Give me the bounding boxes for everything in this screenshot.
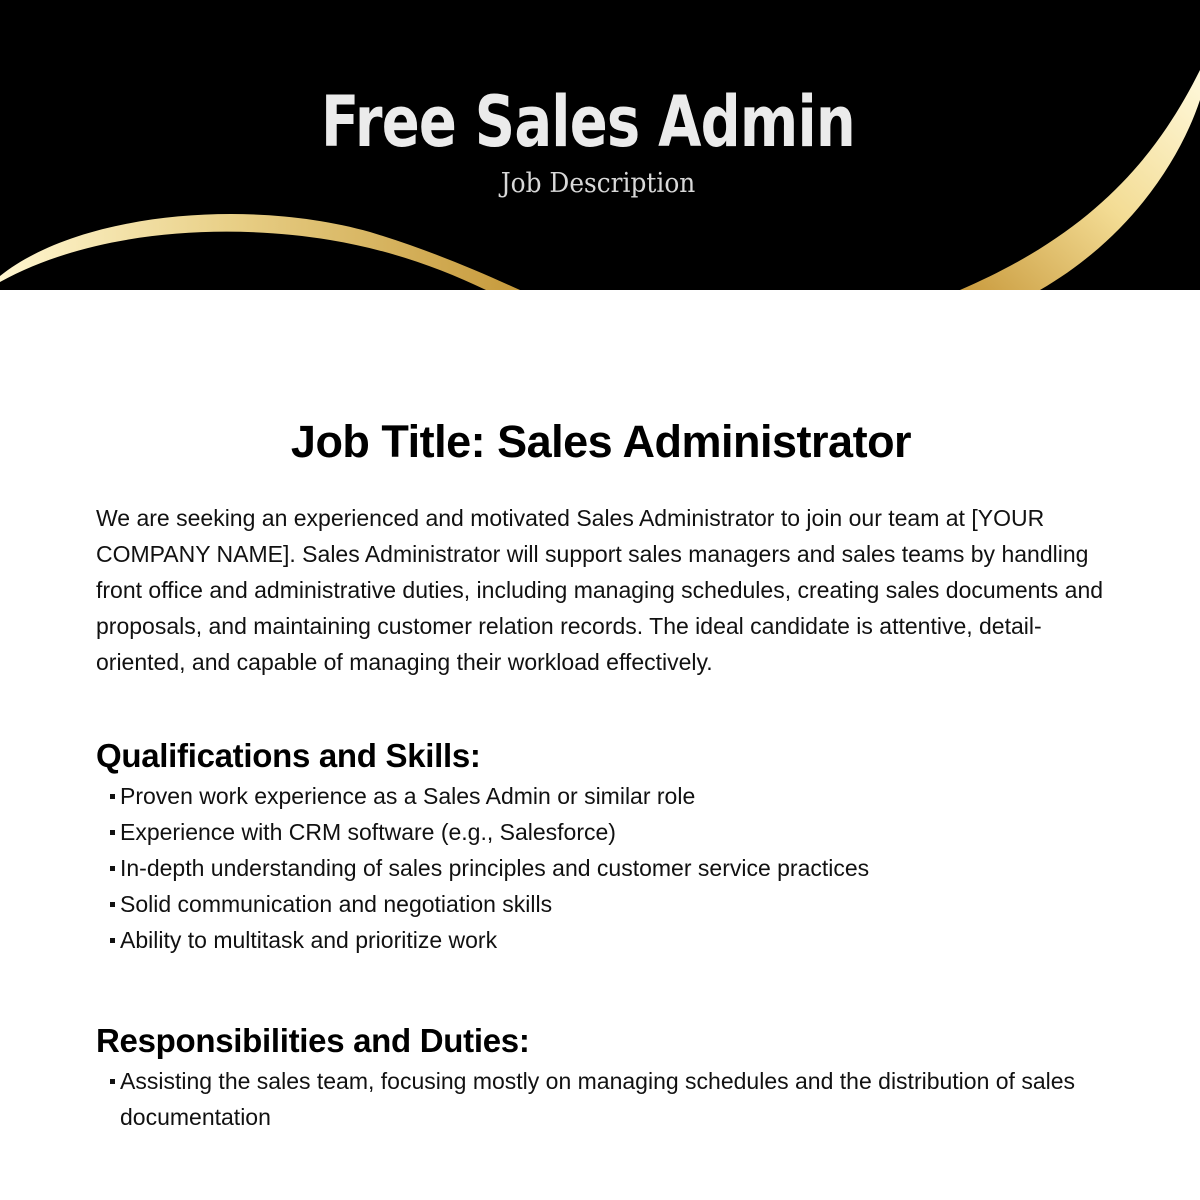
banner-subtitle: Job Description — [500, 168, 696, 199]
responsibilities-heading: Responsibilities and Duties: — [96, 1022, 530, 1059]
qualifications-heading: Qualifications and Skills: — [96, 737, 481, 774]
list-item: Assisting the sales team, focusing mostly on managing schedules and the distribution of sales documentation — [110, 1063, 1106, 1135]
job-title: Job Title: Sales Administrator — [290, 416, 912, 467]
intro-paragraph: We are seeking an experienced and motivated Sales Administrator to join our team at [YOUR COMPANY NAME]. Sales Administrator will support sales managers and sales teams by handling front office and administrative duties, including managing schedules, creating sales documents and proposals, and maintaining customer relation records. The ideal candidate is attentive, detail-oriented, and capable of managing their workload effectively. — [96, 505, 1104, 675]
qualifications-list — [96, 778, 1106, 958]
list-item: In-depth understanding of sales principles and customer service practices — [110, 850, 1106, 886]
list-item: Ability to multitask and prioritize work — [110, 922, 1106, 958]
document-body — [96, 414, 1106, 1135]
banner-title: Free Sales Admin — [321, 81, 855, 163]
list-item: Experience with CRM software (e.g., Salesforce) — [110, 814, 1106, 850]
list-item: Solid communication and negotiation skills — [110, 886, 1106, 922]
responsibilities-list — [96, 1063, 1106, 1135]
list-item: Proven work experience as a Sales Admin or similar role — [110, 778, 1106, 814]
header-banner — [0, 0, 1200, 290]
